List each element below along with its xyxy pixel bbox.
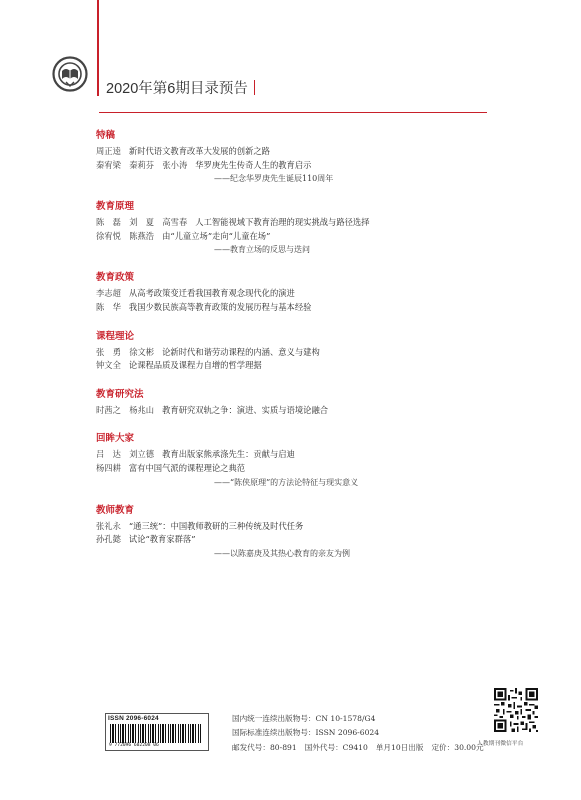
- article-entry: [96, 346, 516, 360]
- barcode: [110, 724, 202, 743]
- article-entry: [96, 359, 516, 373]
- issn-number: 国际标准连续出版物号：ISSN 2096-6024: [232, 728, 380, 738]
- postal-code: 邮发代号：80-891: [232, 742, 297, 752]
- article-subtitle: ——“陈侠原理”的方法论特征与现实意义: [214, 477, 359, 487]
- article-title: 我国少数民族高等教育政策的发展历程与基本经验: [128, 301, 312, 312]
- article-title: 华罗庚先生传奇人生的教育启示: [195, 159, 312, 170]
- article-entry: [96, 404, 516, 418]
- issn-barcode-block: [105, 713, 209, 751]
- section-title: 特稿: [96, 130, 116, 141]
- section-title: 回眸大家: [96, 433, 135, 445]
- article-entry: [96, 216, 516, 230]
- table-of-contents: [96, 114, 516, 560]
- header-vertical-rule: [97, 0, 99, 96]
- section-title: 课程理论: [96, 330, 135, 342]
- foreign-code: 国外代号：C9410: [304, 742, 368, 752]
- issue-title: [106, 77, 255, 98]
- article-authors: 钟文全: [96, 360, 121, 371]
- title-accent-bar: [254, 80, 256, 95]
- article-authors: 吕 达 刘立德: [96, 449, 155, 460]
- article-title: 论课程品质及课程力自增的哲学理据: [128, 360, 262, 371]
- qr-code[interactable]: [494, 688, 538, 732]
- article-authors: 陈 磊 刘 夏 高雪春: [96, 217, 188, 228]
- article-entry: [96, 462, 516, 476]
- article-entry: [96, 448, 516, 462]
- publish-date: 单月10日出版: [375, 742, 424, 752]
- article-title: 人工智能视域下教育治理的现实挑战与路径选择: [195, 217, 370, 228]
- publication-info: [232, 712, 492, 755]
- article-title: 教育研究双轨之争：演进、实质与语境论融合: [162, 404, 329, 415]
- toc-section: [96, 269, 516, 314]
- article-authors: 时茜之 杨兆山: [96, 404, 155, 415]
- article-title: 教育出版家熊承涤先生：贡献与启迪: [162, 449, 295, 460]
- article-subtitle: ——以陈嘉庚及其热心教育的亲友为例: [214, 548, 350, 558]
- section-title: 教师教育: [96, 504, 135, 516]
- cn-number: 国内统一连续出版物号：CN 10-1578/G4: [232, 714, 376, 723]
- article-authors: 徐宥悦 陈燕浩: [96, 230, 155, 241]
- toc-section: [96, 198, 516, 256]
- article-authors: 李志超: [96, 288, 121, 299]
- article-entry: [96, 533, 516, 547]
- section-title: 教育原理: [96, 201, 135, 213]
- issn-label: ISSN 2096-6024: [108, 715, 159, 722]
- section-title: 教育政策: [96, 272, 135, 284]
- article-title: 论新时代和谐劳动课程的内涵、意义与建构: [162, 346, 320, 357]
- issue-title-text: 2020年第6期目录预告: [106, 81, 248, 97]
- article-authors: 张礼永: [96, 520, 121, 531]
- article-title: 试论“教育家群落”: [128, 534, 196, 545]
- article-authors: 孙孔懿: [96, 534, 121, 545]
- article-title: 由“儿童立场”走向“儿童在场”: [162, 230, 271, 241]
- article-entry: [96, 287, 516, 301]
- article-title: 新时代语文教育改革大发展的创新之路: [128, 146, 270, 156]
- article-entry: [96, 520, 516, 534]
- toc-section: [96, 502, 516, 560]
- publication-codes: [232, 741, 492, 755]
- header-horizontal-rule: [99, 112, 487, 113]
- article-authors: 张 勇 徐文彬: [96, 346, 155, 357]
- barcode-number: 9 772096 602208 06: [109, 743, 159, 748]
- article-authors: 杨四耕: [96, 462, 121, 473]
- price: 定价：30.00元: [431, 742, 484, 752]
- article-entry: [96, 230, 516, 244]
- section-title: 教育研究法: [96, 388, 144, 400]
- article-authors: 周正逵: [96, 146, 121, 156]
- article-entry: [96, 159, 516, 173]
- journal-logo-icon: [52, 56, 88, 92]
- qr-caption: 人教期刊微信平台: [477, 741, 524, 747]
- article-subtitle: ——教育立场的反思与迭问: [214, 245, 310, 255]
- article-authors: 陈 华: [96, 301, 121, 312]
- article-title: 从高考政策变迁看我国教育观念现代化的演进: [128, 288, 295, 299]
- toc-section: [96, 328, 516, 373]
- article-authors: 秦宥梁 秦莉芬 张小涛: [96, 159, 188, 170]
- article-title: “通三统”：中国教师教研的三种传统及时代任务: [128, 520, 304, 531]
- toc-section: [96, 430, 516, 488]
- article-entry: [96, 145, 516, 159]
- article-title: 富有中国气派的课程理论之典范: [128, 462, 246, 473]
- article-entry: [96, 301, 516, 315]
- article-subtitle: ——纪念华罗庚先生诞辰110周年: [214, 174, 334, 184]
- toc-section: [96, 127, 516, 185]
- toc-section: [96, 386, 516, 418]
